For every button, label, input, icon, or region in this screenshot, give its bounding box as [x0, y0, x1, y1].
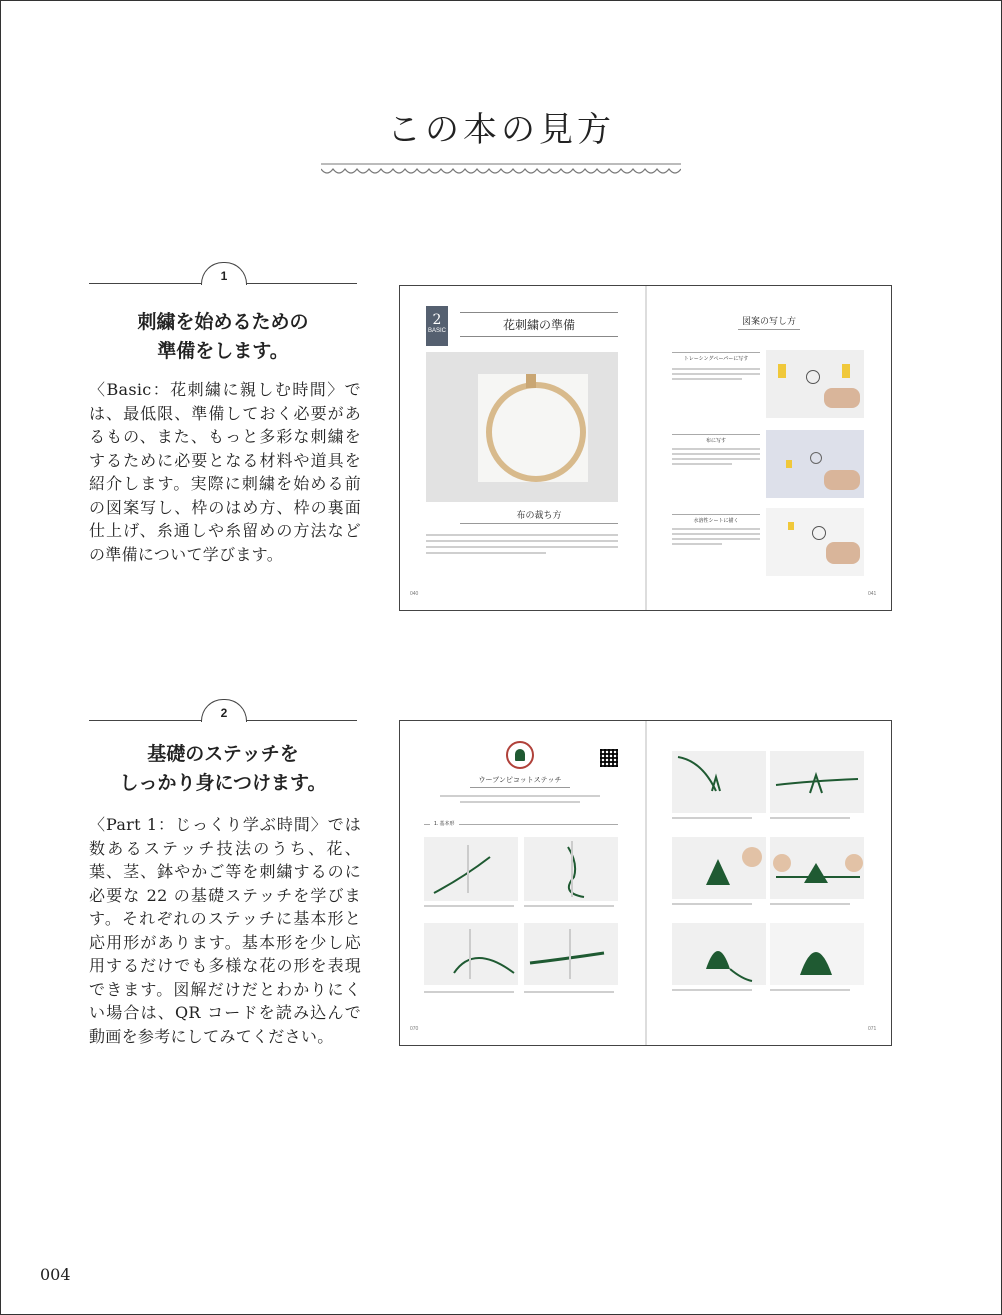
section-2-heading-line1: 基礎のステッチを	[147, 743, 299, 765]
step-photo-5	[672, 751, 766, 813]
step-photo-10	[770, 923, 864, 985]
spread-1-right-title: 図案の写し方	[738, 314, 800, 330]
spread-2-left-title: ウーブンピコットステッチ	[470, 775, 570, 788]
step-photo-6	[770, 751, 864, 813]
step-photo-2	[524, 837, 618, 901]
qr-code-icon	[600, 749, 618, 767]
section-1-heading-line1: 刺繍を始めるための	[137, 311, 309, 333]
spread-2-page-left: 070	[410, 1026, 419, 1032]
spread-2-page-right: 071	[868, 1026, 877, 1032]
section-2-header	[89, 699, 357, 729]
section-2-number: 2	[201, 699, 247, 722]
section-2-body: 〈Part 1：じっくり学ぶ時間〉では数あるステッチ技法のうち、花、葉、茎、鉢やかご等を刺繍するのに必要な 22 の基礎ステッチを学びます。それぞれのステッチに基本形と応用形があります。基本形を少し応用するだけでも多様な花の形を表現できます。図解だけだとわかりにくい場合は、QR コードを読み込んで動画を参考にしてみてください。	[89, 815, 361, 1046]
section-1-body: 〈Basic：花刺繍に親しむ時間〉では、最低限、準備しておく必要があるもの、また、もっと多彩な刺繍をするために必要となる材料や道具を紹介します。実際に刺繍を始める前の図案写し、枠のはめ方、枠の裏面仕上げ、糸通しや糸留めの方法などの準備について学びます。	[89, 380, 361, 564]
sheet-photo	[766, 508, 864, 576]
step-photo-4	[524, 923, 618, 985]
page-title: この本の見方	[387, 110, 615, 150]
page-number: 004	[40, 1265, 71, 1284]
hoop-icon	[506, 741, 534, 769]
section-1-header	[89, 262, 357, 292]
step-photo-3	[424, 923, 518, 985]
tracing-photo	[766, 350, 864, 418]
step-3-label: 水溶性シートに描く	[672, 514, 760, 524]
spread-2-subheading: 1. 基本形	[430, 820, 459, 827]
spread-1-left-title: 花刺繍の準備	[460, 312, 618, 337]
transfer-photo	[766, 430, 864, 498]
spread-1-page-right: 041	[868, 591, 877, 597]
hoop-photo	[426, 352, 618, 502]
spread-preview-1	[399, 285, 892, 611]
spread-preview-2	[399, 720, 892, 1046]
step-photo-7	[672, 837, 766, 899]
section-1-heading	[89, 308, 357, 366]
step-photo-9	[672, 923, 766, 985]
section-2-heading-line2: しっかり身につけます。	[119, 772, 327, 794]
section-1-number: 1	[201, 262, 247, 285]
title-wave-ornament	[321, 160, 681, 182]
step-photo-1	[424, 837, 518, 901]
spread-1-left-subtitle: 布の裁ち方	[460, 508, 618, 524]
step-1-label: トレーシングペーパーに写す	[672, 352, 760, 362]
section-1-heading-line2: 準備をします。	[157, 340, 289, 362]
spread-1-page-left: 040	[410, 591, 419, 597]
step-2-label: 布に写す	[672, 434, 760, 444]
basic-badge: 2 BASIC	[426, 306, 448, 346]
step-photo-8	[770, 837, 864, 899]
section-2-heading	[89, 740, 357, 798]
